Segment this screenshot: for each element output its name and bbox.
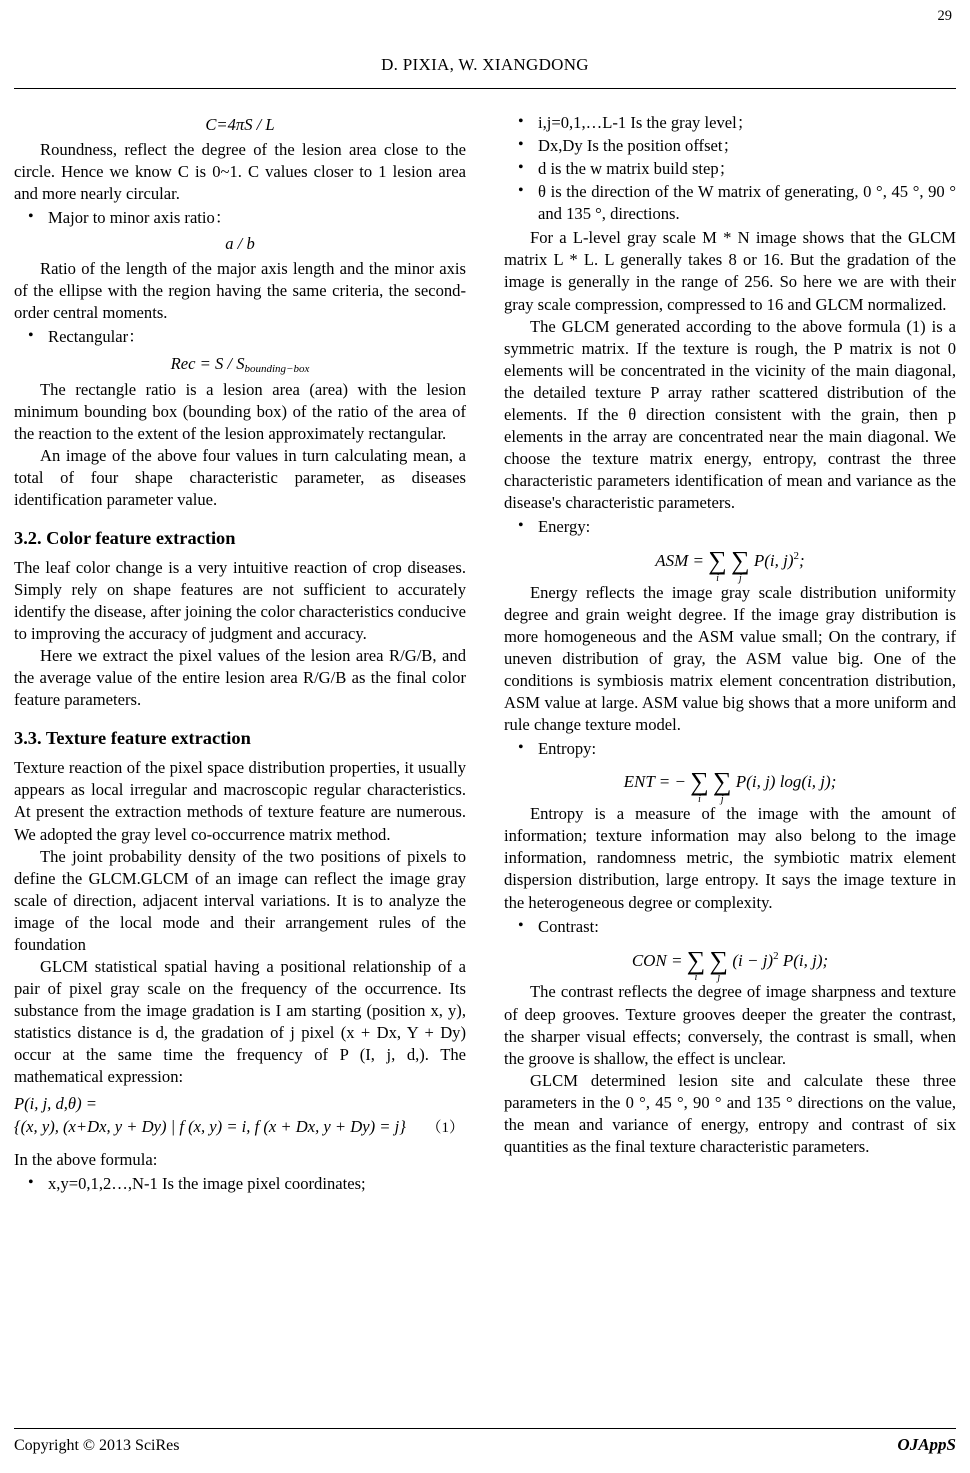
bullet-list-entropy: [504, 738, 956, 760]
equation-glcm-line2: {(x, y), (x+Dx, y + Dy) | f (x, y) = i, f (x + Dx, y + Dy) = j}: [14, 1117, 406, 1137]
equation-entropy: [504, 767, 956, 805]
equation-energy: [504, 546, 956, 584]
paragraph-glcm-2: The GLCM generated according to the above formula (1) is a symmetric matrix. If the texture is rough, the P matrix is not 0 elements will be concentrated in the vicinity of the main diagonal, the detailed texture P array rather scattered distribution of the elements. If the θ direction consistent with the grain, then p elements in the array are concentrated near the main diagonal. We choose the texture matrix energy, entropy, contrast the three characteristic parameters identification of mean and variance as the disease's characteristic parameters.: [504, 316, 956, 513]
bullet-list-xy: [14, 1173, 466, 1195]
equation-energy-lhs: ASM =: [655, 551, 705, 571]
header-rule: [14, 88, 956, 89]
bullet-list-rectangular: [14, 326, 466, 348]
equation-rectangularity: [14, 354, 466, 375]
paragraph-roundness: Roundness, reflect the degree of the lesion area close to the circle. Hence we know C is 0~1. C values closer to 1 lesion area and more nearly circular.: [14, 140, 466, 204]
bullet-major-minor: • Major to minor axis ratio：: [48, 207, 466, 229]
bullet-matrix-step: • d is the w matrix build step；: [538, 158, 956, 180]
equation-glcm-definition: [14, 1094, 466, 1137]
equation-rect-prefix: Re: [170, 353, 189, 373]
paragraph-glcm-1: For a L-level gray scale M * N image shows that the GLCM matrix L * L. L generally takes 8 or 16. But the gradation of the image is generally in the range of 256. So here we are with their gray scale compression, compressed to 16 and GLCM normalized.: [504, 228, 956, 314]
paragraph-texture-1: Texture reaction of the pixel space distribution properties, it usually appears as local irregular and macroscopic regular characteristics. At present the extraction methods of texture feature are numerous. We adopted the gray level co-occurrence matrix method.: [14, 758, 466, 844]
two-column-body: [14, 110, 956, 1197]
running-head: D. PIXIA, W. XIANGDONG: [381, 55, 589, 74]
equation-contrast-lhs: CON =: [631, 950, 683, 970]
bullet-direction-theta: • θ is the direction of the W matrix of generating, 0 °, 45 °, 90 ° and 135 °, directions.: [538, 181, 956, 225]
paragraph-in-above-formula: In the above formula:: [14, 1150, 158, 1170]
journal-abbreviation: OJAppS: [897, 1435, 956, 1454]
equation-contrast-end: P(i, j);: [778, 950, 829, 970]
bullet-entropy: • Entropy:: [538, 738, 956, 760]
bullet-list-contrast: [504, 916, 956, 938]
bullet-list-major-minor: [14, 207, 466, 229]
paragraph-texture-2: The joint probability density of the two positions of pixels to define the GLCM.GLCM of an image can reflect the image gray scale of direction, adjacent interval variations. It is to analyze the image of the local mode and their arrangement rules of the foundation: [14, 846, 466, 954]
equation-energy-exponent: 2: [793, 550, 800, 563]
summation-index-j: j: [717, 972, 721, 984]
equation-energy-end: ;: [799, 551, 805, 571]
bullet-contrast: • Contrast:: [538, 916, 956, 938]
left-column: [14, 110, 466, 1197]
equation-roundness: C=4πS / L: [205, 115, 275, 134]
summation-i-icon: ∑ i: [690, 767, 709, 805]
bullet-rectangular: • Rectangular：: [48, 326, 466, 348]
equation-entropy-rhs: P(i, j) log(i, j);: [735, 772, 837, 792]
bullet-energy: • Energy:: [538, 516, 956, 538]
equation-rect-subscript: bounding−box: [244, 362, 310, 375]
summation-i-icon: ∑ i: [708, 546, 727, 584]
summation-j-icon: ∑ j: [709, 945, 729, 984]
equation-glcm-line1: P(i, j, d,θ) =: [14, 1094, 97, 1114]
paragraph-axis-ratio: Ratio of the length of the major axis length and the minor axis of the ellipse with the region having the same criteria, the second-order central moments.: [14, 259, 466, 323]
equation-entropy-lhs: ENT = −: [623, 772, 686, 792]
paragraph-rectangularity: The rectangle ratio is a lesion area (area) with the lesion minimum bounding box (bounding box) of the ratio of the area of the reaction to the extent of the lesion approximately rectangular.: [14, 379, 466, 443]
bullet-gray-level: • i,j=0,1,…L-1 Is the gray level；: [538, 112, 956, 134]
paragraph-entropy: Entropy is a measure of the image with the amount of information; texture information may also belong to the image information, randomness metric, the symbiotic matrix element dispersion distribution, large entropy. It says the image texture in the heterogeneous degree or complexity.: [504, 804, 956, 912]
equation-contrast-exponent: 2: [773, 949, 779, 962]
paragraph-texture-3: GLCM statistical spatial having a positional relationship of a pair of pixel gray scale on the frequency of the occurrence. Its substance from the image gradation is I am starting (position x, y), statistics distance is d, the gradation of j pixel (x + Dx, Y + Dy) occur at the same time the frequency of P (I, j, d,). The mathematical expression:: [14, 956, 466, 1087]
paragraph-color-1: The leaf color change is a very intuitive reaction of crop diseases. Simply rely on shape features are not sufficient to accurately identify the disease, after joining the color characteristics conducive to improving the accuracy of judgment and accuracy.: [14, 557, 467, 644]
equation-rect-body: c = S / S: [188, 353, 245, 373]
summation-index-j: j: [738, 572, 742, 584]
equation-contrast: [504, 945, 956, 984]
paragraph-final: GLCM determined lesion site and calculate these three parameters in the 0 °, 45 °, 90 ° and 135 ° directions on the value, the mean and variance of energy, entropy and contrast of six quantities as the final texture characteristic parameters.: [504, 1070, 956, 1156]
paragraph-energy: Energy reflects the image gray scale distribution uniformity degree and grain weight degree. If the image gray distribution is more homogeneous and the ASM value small; On the contrary, if uneven distribution of gray, the ASM value big. One of the conditions is symbiosis matrix element concentration distribution, ASM value at large. ASM value big shows that a more uniform and rule change texture model.: [504, 582, 956, 735]
summation-index-i: i: [716, 572, 720, 584]
summation-j-icon: ∑ j: [713, 767, 732, 805]
summation-index-i: i: [698, 793, 701, 805]
paragraph-color-2: Here we extract the pixel values of the lesion area R/G/B, and the average value of the entire lesion area R/G/B as the final color feature parameters.: [14, 646, 466, 710]
footer-rule: [14, 1428, 956, 1429]
paragraph-contrast: The contrast reflects the degree of image sharpness and texture of deep grooves. Texture grooves deeper the greater the contrast, the sharper visual effects; conversely, the contrast is small, when the groove is shallow, the effect is unclear.: [504, 982, 956, 1068]
summation-j-icon: ∑ j: [731, 546, 750, 584]
bullet-list-energy: [504, 516, 956, 538]
equation-energy-rhs: P(i, j): [753, 551, 794, 571]
bullet-position-offset: • Dx,Dy Is the position offset；: [538, 135, 956, 157]
equation-axis-ratio: a / b: [225, 234, 255, 254]
page-footer: [14, 1435, 956, 1455]
page-number: 29: [937, 8, 952, 24]
heading-color-feature: 3.2. Color feature extraction: [14, 527, 236, 548]
paragraph-image-mean: An image of the above four values in turn calculating mean, a total of four shape characteristic parameter, as diseases identification parameter value.: [14, 445, 466, 509]
copyright-text: Copyright © 2013 SciRes: [14, 1437, 180, 1454]
heading-texture-feature: 3.3. Texture feature extraction: [14, 728, 251, 749]
equation-contrast-rhs: (i − j): [732, 950, 774, 970]
bullet-list-symbols: [504, 112, 956, 225]
right-column: [504, 110, 956, 1197]
summation-i-icon: ∑ i: [686, 945, 706, 984]
bullet-xy: • x,y=0,1,2…,N-1 Is the image pixel coordinates;: [48, 1173, 466, 1195]
equation-number-1: （1）: [426, 1120, 464, 1137]
summation-index-i: i: [694, 972, 698, 984]
summation-index-j: j: [720, 793, 724, 805]
